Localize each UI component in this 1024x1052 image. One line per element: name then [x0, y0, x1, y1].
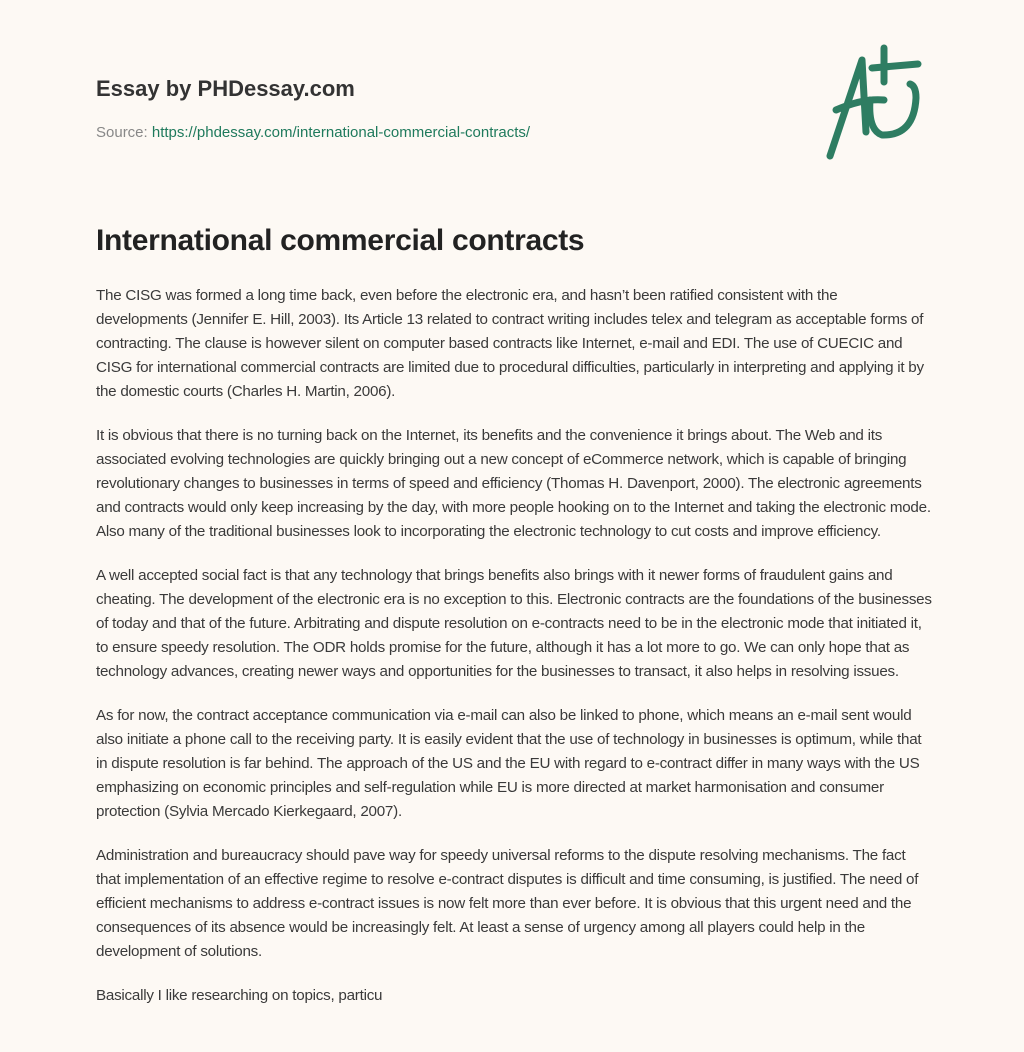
paragraph: The CISG was formed a long time back, even before the electronic era, and hasn’t been ratified consistent with the developments (Jennifer E. Hill, 2003). Its Article 13 related to contract writing includes telex and telegram as acceptable forms of contracting. The clause is however silent on computer based contracts like Internet, e-mail and EDI. The use of CUECIC and CISG for international commercial contracts are limited due to procedural difficulties, particularly in interpreting and applying it by the domestic courts (Charles H. Martin, 2006).	[96, 287, 924, 400]
paragraph: As for now, the contract acceptance communication via e-mail can also be linked to phone, which means an e-mail sent would also initiate a phone call to the receiving party. It is easily evident that the use of technology in businesses is optimum, while that in dispute resolution is far behind. The approach of the US and the EU with regard to e-contract differ in many ways with the US emphasizing on economic principles and self-regulation while EU is more directed at market harmonisation and consumer protection (Sylvia Mercado Kierkegaard, 2007).	[96, 707, 922, 820]
paragraph: A well accepted social fact is that any technology that brings benefits also brings with it newer forms of fraudulent gains and cheating. The development of the electronic era is no exception to this. Electronic contracts are the foundations of the businesses of today and that of the future. Arbitrating and dispute resolution on e-contracts need to be in the electronic mode that initiated it, to ensure speedy resolution. The ODR holds promise for the future, although it has a lot more to go. We can only hope that as technology advances, creating newer ways and opportunities for the businesses to transact, it also helps in resolving issues.	[96, 567, 932, 680]
site-title: Essay by PHDessay.com	[96, 76, 355, 101]
source-line	[96, 124, 530, 141]
article-body	[96, 284, 932, 1028]
source-link[interactable]: https://phdessay.com/international-commercial-contracts/	[151, 124, 531, 141]
a-plus-logo-icon	[818, 40, 928, 165]
source-label: Source:	[96, 124, 148, 141]
paragraph: Administration and bureaucracy should pave way for speedy universal reforms to the dispute resolving mechanisms. The fact that implementation of an effective regime to resolve e-contract disputes is difficult and time consuming, is justified. The need of efficient mechanisms to address e-contract issues is now felt more than ever before. It is obvious that this urgent need and the consequences of its absence would be increasingly felt. At least a sense of urgency among all players could help in the development of solutions.	[96, 847, 919, 960]
article-title: International commercial contracts	[96, 224, 585, 257]
paragraph: It is obvious that there is no turning back on the Internet, its benefits and the convenience it brings about. The Web and its associated evolving technologies are quickly bringing out a new concept of eCommerce network, which is capable of bringing revolutionary changes to businesses in terms of speed and efficiency (Thomas H. Davenport, 2000). The electronic agreements and contracts would only keep increasing by the day, with more people hooking on to the Internet and taking the electronic mode. Also many of the traditional businesses look to incorporating the electronic technology to cut costs and improve efficiency.	[96, 427, 931, 540]
paragraph: Basically I like researching on topics, particu	[96, 987, 383, 1004]
